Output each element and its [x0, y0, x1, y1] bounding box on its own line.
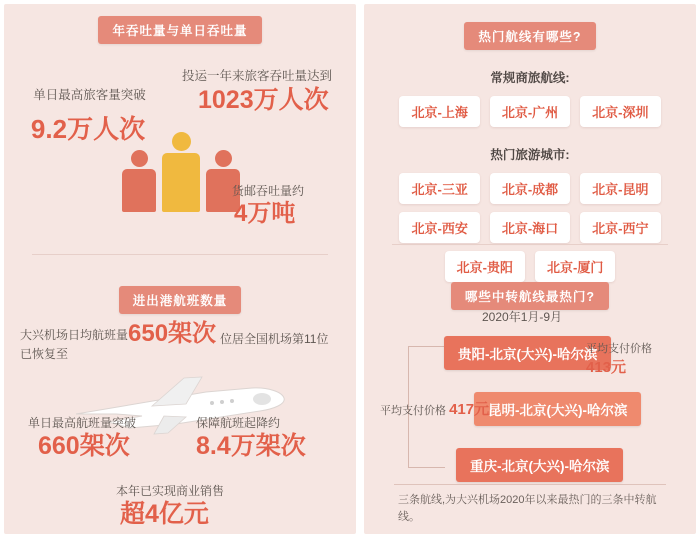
annual-throughput-value: 1023万人次 — [198, 86, 329, 114]
daily-avg-value: 650架次 — [128, 320, 217, 347]
cargo-label: 货邮吞吐量约 — [232, 184, 305, 198]
route-chip[interactable]: 北京-西宁 — [580, 212, 660, 243]
hot-routes-title-wrap — [364, 22, 696, 50]
transfer-title-wrap — [364, 270, 696, 310]
flights-title: 进出港航班数量 — [119, 286, 242, 314]
sales-value: 超4亿元 — [120, 500, 209, 528]
price-prefix-1: 平均支付价格 — [586, 343, 652, 355]
support-flight-label: 保障航班起降约 — [196, 416, 281, 430]
transfer-price-2 — [380, 398, 489, 419]
peak-flight-label: 单日最高航班量突破 — [28, 416, 137, 430]
business-routes-list — [364, 96, 696, 127]
throughput-title-wrap — [4, 16, 356, 44]
route-chip[interactable]: 北京-贵阳 — [445, 251, 525, 282]
left-panel — [4, 4, 356, 534]
daily-peak-label: 单日最高旅客量突破 — [33, 88, 146, 102]
support-flight-value: 8.4万架次 — [196, 432, 306, 460]
route-chip[interactable]: 北京-厦门 — [535, 251, 615, 282]
rank-note: 位居全国机场第11位 — [220, 332, 329, 346]
transfer-footnote: 三条航线,为大兴机场2020年以来最热门的三条中转航线。 — [398, 494, 657, 523]
left-divider — [32, 254, 328, 255]
transfer-route-banner-1: 贵阳-北京(大兴)-哈尔滨 — [444, 336, 611, 370]
route-chip[interactable]: 北京-成都 — [490, 173, 570, 204]
hot-routes-title: 热门航线有哪些? — [464, 22, 595, 50]
route-chip[interactable]: 北京-昆明 — [580, 173, 660, 204]
route-chip[interactable]: 北京-三亚 — [399, 173, 479, 204]
person-icon-left — [122, 150, 156, 212]
leisure-routes-list — [364, 173, 696, 282]
leisure-routes-heading: 热门旅游城市: — [490, 148, 570, 162]
transfer-route-banner-3: 重庆-北京(大兴)-哈尔滨 — [456, 448, 623, 482]
cargo-value: 4万吨 — [234, 200, 296, 227]
transfer-title: 哪些中转航线最热门? — [451, 282, 609, 310]
price-amount-1: 413元 — [586, 359, 627, 376]
route-chip[interactable]: 北京-上海 — [399, 96, 479, 127]
right-panel — [364, 4, 696, 534]
price-amount-2: 417元 — [449, 401, 490, 418]
annual-throughput-label: 投运一年来旅客吞吐量达到 — [182, 69, 333, 83]
daily-avg-label: 大兴机场日均航班量已恢复至 — [20, 328, 129, 361]
price-prefix-2: 平均支付价格 — [380, 405, 446, 417]
daily-peak-value: 9.2万人次 — [30, 114, 146, 144]
route-chip[interactable]: 北京-海口 — [490, 212, 570, 243]
sales-label: 本年已实现商业销售 — [116, 484, 225, 498]
transfer-route-banner-2: 昆明-北京(大兴)-哈尔滨 — [474, 392, 641, 426]
route-chip[interactable]: 北京-西安 — [399, 212, 479, 243]
transfer-period: 2020年1月-9月 — [482, 310, 563, 324]
peak-flight-value: 660架次 — [38, 432, 130, 460]
right-divider — [392, 244, 668, 245]
footnote-rule — [394, 484, 666, 485]
section-flights — [4, 274, 356, 532]
route-chip[interactable]: 北京-深圳 — [580, 96, 660, 127]
section-throughput — [4, 4, 356, 274]
route-chip[interactable]: 北京-广州 — [490, 96, 570, 127]
person-icon-center — [162, 132, 200, 212]
business-routes-heading: 常规商旅航线: — [490, 71, 570, 85]
flights-title-wrap — [4, 274, 356, 314]
transfer-price-1 — [586, 340, 652, 377]
section-hot-routes — [364, 4, 696, 275]
throughput-title: 年吞吐量与单日吞吐量 — [98, 16, 261, 44]
passenger-group-icon — [122, 122, 242, 212]
section-transfer-routes — [364, 270, 696, 532]
